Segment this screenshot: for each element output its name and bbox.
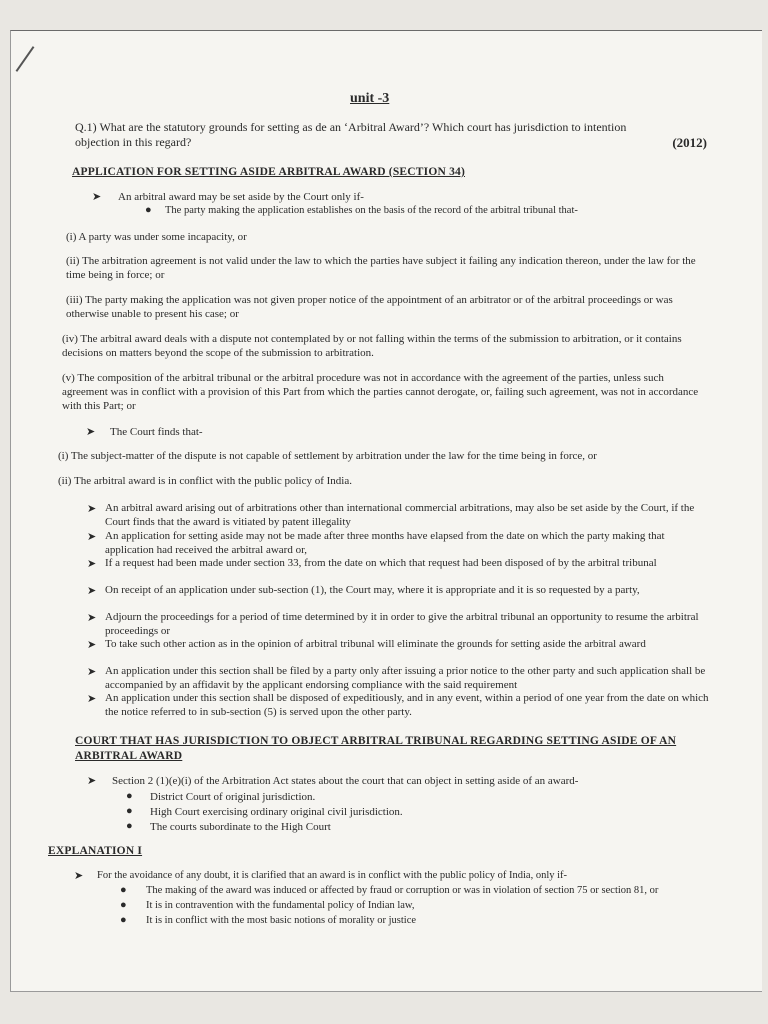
bullet-icon: ● bbox=[120, 884, 127, 896]
section-heading-setting-aside: APPLICATION FOR SETTING ASIDE ARBITRAL AWARD (SECTION 34) bbox=[72, 166, 465, 178]
bullet-icon: ● bbox=[126, 805, 133, 817]
section-heading-explanation: EXPLANATION I bbox=[48, 845, 143, 857]
arrow-icon: ➤ bbox=[87, 775, 97, 787]
point-8: An application under this section shall be disposed of expeditiously, and in any event, within a period of one year from the date on which the notice referred to in sub-section (5) is served upon the other party. bbox=[105, 692, 709, 718]
point-4: On receipt of an application under sub-section (1), the Court may, where it is appropriate and it is so requested by a party, bbox=[105, 584, 640, 596]
explanation-point-1: The making of the award was induced or affected by fraud or corruption or was in violation of section 75 or section 81, or bbox=[146, 885, 659, 896]
arrow-icon: ➤ bbox=[92, 191, 102, 203]
point-2: An application for setting aside may not be made after three months have elapsed from the date on which the party making that application had received the arbitral award or, bbox=[105, 530, 665, 556]
ground-5: (v) The composition of the arbitral tribunal or the arbitral procedure was not in accordance with the agreement of the parties, unless such agreement was in conflict with a provision of this Part from which the parties cannot derogate, or, failing such agreement, was not in accordance with this Part; or bbox=[62, 372, 699, 412]
arrow-icon: ➤ bbox=[87, 558, 97, 570]
court-type-2: High Court exercising ordinary original civil jurisdiction. bbox=[150, 806, 403, 818]
question bbox=[75, 120, 707, 150]
point-7: An application under this section shall be filed by a party only after issuing a prior notice to the other party and such application shall be accompanied by an affidavit by the applicant endorsing compliance with the said requirement bbox=[105, 665, 706, 691]
bullet-icon: ● bbox=[126, 790, 133, 802]
section-heading-jurisdiction: COURT THAT HAS JURISDICTION TO OBJECT ARBITRAL TRIBUNAL REGARDING SETTING ASIDE OF AN ARBITRAL AWARD bbox=[75, 735, 677, 762]
ground-2: (ii) The arbitration agreement is not valid under the law to which the parties have subject it failing any indication thereon, under the law for the time being in force; or bbox=[66, 255, 696, 281]
section-intro: An arbitral award may be set aside by the Court only if- bbox=[118, 191, 364, 203]
court-finds: The Court finds that- bbox=[110, 426, 203, 438]
arrow-icon: ➤ bbox=[87, 503, 97, 515]
arrow-icon: ➤ bbox=[87, 585, 97, 597]
point-1: An arbitral award arising out of arbitrations other than international commercial arbitrations, may also be set aside by the Court, if the Court finds that the award is vitiated by patent illegality bbox=[105, 502, 695, 528]
ground-4: (iv) The arbitral award deals with a dispute not contemplated by or not falling within the terms of the submission to arbitration, or it contains decisions on matters beyond the scope of the submission to arbitration. bbox=[62, 333, 682, 359]
court-ground-1: (i) The subject-matter of the dispute is not capable of settlement by arbitration under the law for the time being in force, or bbox=[58, 450, 597, 462]
arrow-icon: ➤ bbox=[86, 426, 96, 438]
bullet-icon: ● bbox=[145, 204, 152, 216]
unit-title: unit -3 bbox=[350, 91, 390, 106]
explanation-point-3: It is in conflict with the most basic notions of morality or justice bbox=[146, 915, 417, 926]
sub-bullet: The party making the application establishes on the basis of the record of the arbitral tribunal that- bbox=[165, 205, 578, 216]
arrow-icon: ➤ bbox=[87, 612, 97, 624]
court-type-1: District Court of original jurisdiction. bbox=[150, 791, 316, 803]
point-5: Adjourn the proceedings for a period of time determined by it in order to give the arbitral tribunal an opportunity to resume the arbitral proceedings or bbox=[105, 611, 699, 637]
question-text: Q.1) What are the statutory grounds for setting as de an ‘Arbitral Award’? Which court has jurisdiction to intention objection in this regard? bbox=[75, 120, 627, 149]
arrow-icon: ➤ bbox=[87, 531, 97, 543]
arrow-icon: ➤ bbox=[87, 693, 97, 705]
court-ground-2: (ii) The arbitral award is in conflict with the public policy of India. bbox=[58, 475, 352, 487]
bullet-icon: ● bbox=[120, 914, 127, 926]
ground-3: (iii) The party making the application was not given proper notice of the appointment of an arbitrator or of the arbitral proceedings or was otherwise unable to present his case; or bbox=[66, 294, 673, 320]
explanation-point-2: It is in contravention with the fundamental policy of Indian law, bbox=[146, 900, 415, 911]
arrow-icon: ➤ bbox=[87, 666, 97, 678]
point-6: To take such other action as in the opinion of arbitral tribunal will eliminate the grounds for setting aside the arbitral award bbox=[105, 638, 646, 650]
question-year: (2012) bbox=[672, 135, 707, 150]
arrow-icon: ➤ bbox=[74, 870, 84, 882]
explanation-intro: For the avoidance of any doubt, it is clarified that an award is in conflict with the public policy of India, only if- bbox=[97, 870, 568, 881]
jurisdiction-intro: Section 2 (1)(e)(i) of the Arbitration Act states about the court that can object in setting aside of an award- bbox=[112, 775, 579, 787]
bullet-icon: ● bbox=[120, 899, 127, 911]
ground-1: (i) A party was under some incapacity, or bbox=[66, 231, 247, 243]
court-type-3: The courts subordinate to the High Court bbox=[150, 821, 331, 833]
bullet-icon: ● bbox=[126, 820, 133, 832]
point-3: If a request had been made under section 33, from the date on which that request had been disposed of by the arbitral tribunal bbox=[105, 557, 657, 569]
arrow-icon: ➤ bbox=[87, 639, 97, 651]
